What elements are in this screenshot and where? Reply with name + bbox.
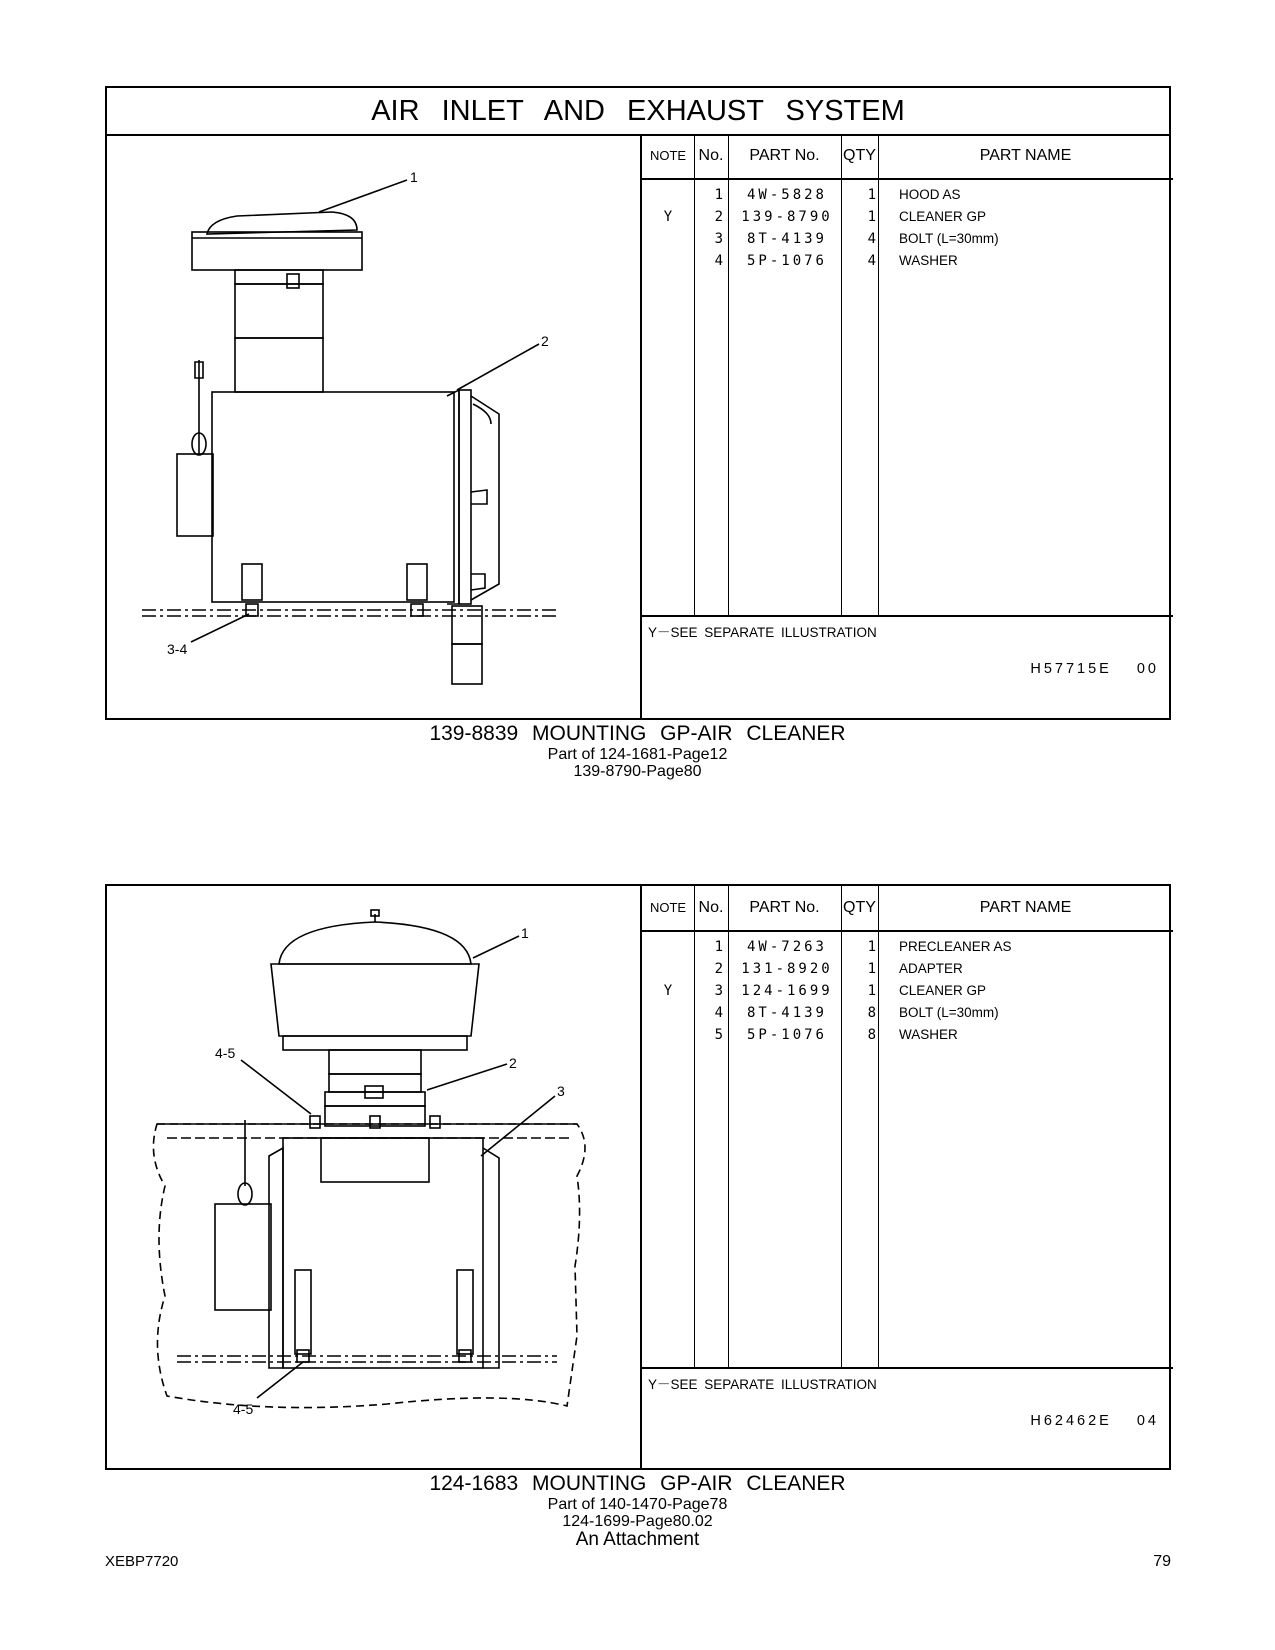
header-part-name: PART NAME	[979, 899, 1072, 916]
illustration-2	[107, 886, 640, 1470]
header-note: NOTE	[649, 900, 687, 915]
table-footer	[642, 615, 1173, 722]
header-note: NOTE	[649, 148, 687, 163]
parts-table-2	[640, 886, 1173, 1470]
table-row: Y 2 139-8790 1 CLEANER GP	[663, 209, 987, 225]
caption-line: Part of 140-1470-Page78	[547, 1496, 728, 1513]
caption-line: Part of 124-1681-Page12	[547, 746, 728, 763]
callout-3: 3	[557, 1083, 565, 1099]
page-number: 79	[1153, 1553, 1171, 1570]
footnote: Y－SEE SEPARATE ILLUSTRATION	[648, 1377, 877, 1392]
callout-4-5-bottom: 4-5	[233, 1401, 254, 1417]
table-row: Y 3 124-1699 1 CLEANER GP	[663, 983, 987, 999]
table-header	[642, 886, 1173, 932]
caption-title: 124-1683 MOUNTING GP-AIR CLEANER	[429, 1472, 846, 1495]
table-footer	[642, 1367, 1173, 1472]
table-row: 3 8T-4139 4 BOLT (L=30mm)	[714, 231, 999, 247]
table-header	[642, 134, 1173, 180]
header-part-no: PART No.	[749, 147, 820, 164]
callout-1: 1	[521, 925, 529, 941]
page-title: AIR INLET AND EXHAUST SYSTEM	[107, 88, 1169, 136]
header-qty: QTY	[843, 147, 876, 164]
caption-title: 139-8839 MOUNTING GP-AIR CLEANER	[429, 722, 846, 745]
parts-panel-2	[105, 884, 1171, 1470]
header-part-name: PART NAME	[979, 147, 1072, 164]
illustration-1	[107, 134, 640, 720]
caption-line: 124-1699-Page80.02	[562, 1513, 713, 1530]
callout-3-4: 3-4	[167, 641, 188, 657]
parts-panel-1	[105, 86, 1171, 720]
parts-table-1	[640, 134, 1173, 720]
table-row: 4 5P-1076 4 WASHER	[714, 253, 958, 269]
callout-2: 2	[541, 333, 549, 349]
drawing-code: H62462E 04	[1030, 1413, 1159, 1429]
drawing-code: H57715E 00	[1030, 661, 1159, 677]
header-no: No.	[698, 899, 724, 916]
table-row: 2 131-8920 1 ADAPTER	[714, 961, 963, 977]
table-row: 1 4W-5828 1 HOOD AS	[714, 187, 961, 203]
air-cleaner-drawing-2	[107, 886, 640, 1470]
caption-2	[0, 1472, 1275, 1550]
doc-code: XEBP7720	[105, 1553, 179, 1570]
table-row: 5 5P-1076 8 WASHER	[714, 1027, 958, 1043]
caption-line: 139-8790-Page80	[573, 763, 702, 780]
caption-1	[0, 722, 1275, 780]
table-row: 4 8T-4139 8 BOLT (L=30mm)	[714, 1005, 999, 1021]
callout-2: 2	[509, 1055, 517, 1071]
header-part-no: PART No.	[749, 899, 820, 916]
table-row: 1 4W-7263 1 PRECLEANER AS	[714, 939, 1012, 955]
footnote: Y－SEE SEPARATE ILLUSTRATION	[648, 625, 877, 640]
header-no: No.	[698, 147, 724, 164]
caption-line: An Attachment	[575, 1529, 700, 1550]
callout-1: 1	[410, 169, 418, 185]
header-qty: QTY	[843, 899, 876, 916]
air-cleaner-drawing-1	[107, 134, 640, 720]
callout-4-5-top: 4-5	[215, 1045, 236, 1061]
